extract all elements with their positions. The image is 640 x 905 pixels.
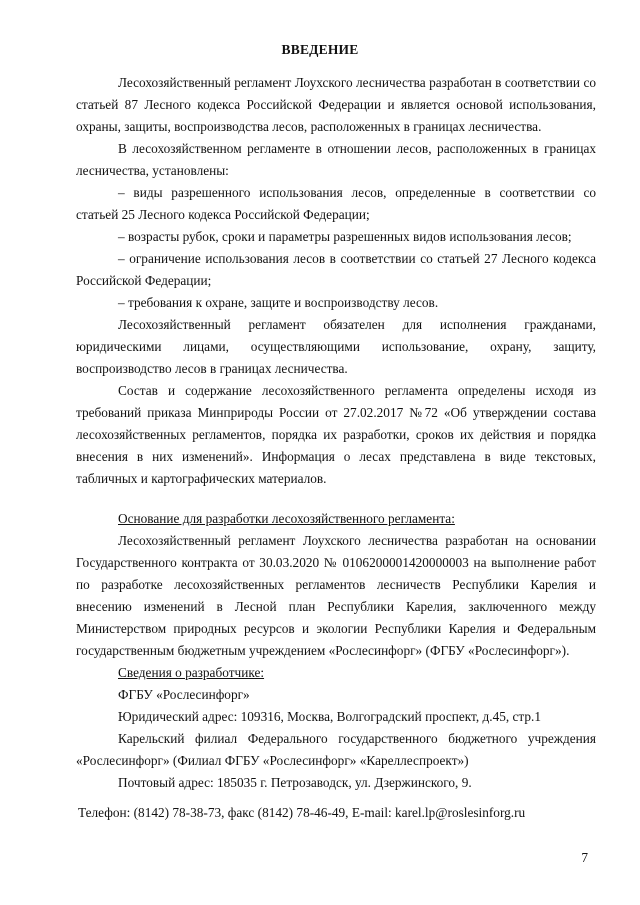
section-heading-basis-text: Основание для разработки лесохозяйственного регламента: xyxy=(118,511,455,526)
paragraph-composition: Состав и содержание лесохозяйственного регламента определены исходя из требований приказа Минприроды России от 27.02.2017 №72 «Об утверждении состава лесохозяйственных регламентов, порядка их разработки, сроков их действия и порядка внесения в них изменений». Информация о лесах представлена в виде текстовых, табличных и картографических материалов. xyxy=(76,383,596,486)
section-heading-developer-text: Сведения о разработчике: xyxy=(118,665,265,680)
developer-legal-address: Юридический адрес: 109316, Москва, Волгоградский проспект, д.45, стр.1 xyxy=(118,709,542,724)
section-heading-basis xyxy=(76,508,596,530)
section-gap xyxy=(76,490,596,508)
developer-name: ФГБУ «Рослесинфорг» xyxy=(118,687,250,702)
list-item-restrictions: – ограничение использования лесов в соответствии со статьей 27 Лесного кодекса Российской Федерации; xyxy=(76,251,596,288)
list-item-protection: – требования к охране, защите и воспроизводству лесов. xyxy=(118,295,439,310)
list-item-use-types: – виды разрешенного использования лесов, определенные в соответствии со статьей 25 Лесного кодекса Российской Федерации; xyxy=(76,185,596,222)
paragraph-mandatory: Лесохозяйственный регламент обязателен для исполнения гражданами, юридическими лицами, осуществляющими использование, охрану, защиту, воспроизводство лесов в границах лесничества. xyxy=(76,317,596,376)
developer-contacts: Телефон: (8142) 78-38-73, факс (8142) 78-46-49, E-mail: karel.lp@roslesinforg.ru xyxy=(78,805,526,820)
paragraph-intro: Лесохозяйственный регламент Лоухского лесничества разработан в соответствии со статьей 87 Лесного кодекса Российской Федерации и является основой использования, охраны, защиты, воспроизводства лесов, расположенных в границах лесничества. xyxy=(76,75,596,134)
developer-branch: Карельский филиал Федерального государственного бюджетного учреждения «Рослесинфорг» (Филиал ФГБУ «Рослесинфорг» «Кареллеспроект») xyxy=(76,731,596,768)
document-body xyxy=(76,72,596,794)
section-heading-developer xyxy=(76,662,596,684)
list-item-felling-ages: – возрасты рубок, сроки и параметры разрешенных видов использования лесов; xyxy=(118,229,572,244)
page-number: 7 xyxy=(581,850,588,865)
page-title: ВВЕДЕНИЕ xyxy=(281,42,359,57)
paragraph-contract: Лесохозяйственный регламент Лоухского лесничества разработан на основании Государственного контракта от 30.03.2020 № 0106200001420000003 на выполнение работ по разработке лесохозяйственных регламентов лесничеств Республики Карелия и внесению изменений в Лесной план Республики Карелия, заключенного между Министерством природных ресурсов и экологии Республики Карелия и Федеральным государственным бюджетным учреждением «Рослесинфорг» (ФГБУ «Рослесинфорг»). xyxy=(76,533,596,658)
paragraph-established: В лесохозяйственном регламенте в отношении лесов, расположенных в границах лесничества, установлены: xyxy=(76,141,596,178)
developer-postal-address: Почтовый адрес: 185035 г. Петрозаводск, ул. Дзержинского, 9. xyxy=(118,775,472,790)
